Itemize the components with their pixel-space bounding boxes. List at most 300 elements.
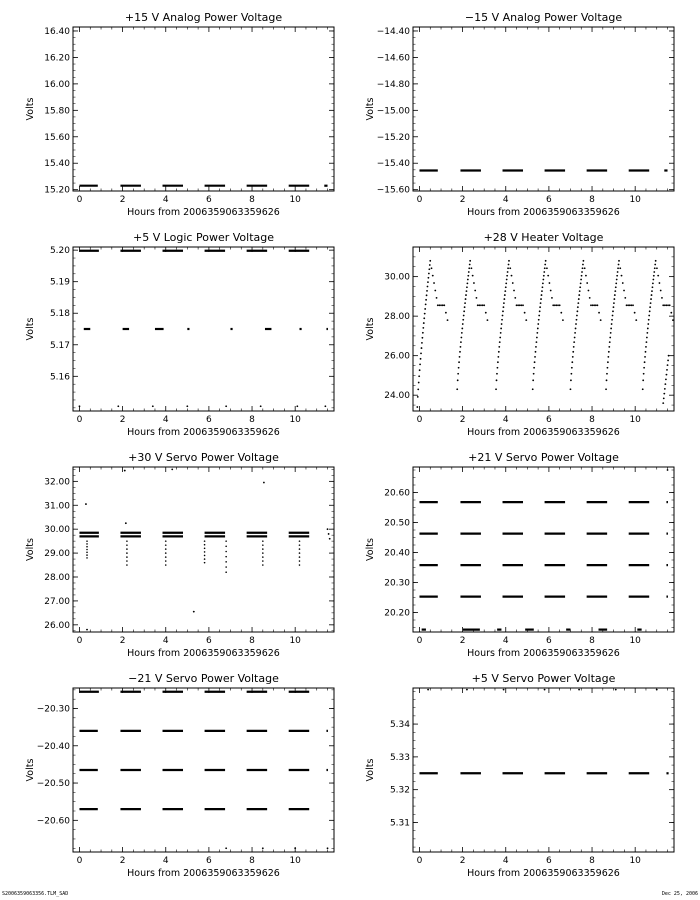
data-point bbox=[670, 312, 672, 314]
data-point bbox=[462, 319, 464, 321]
data-point bbox=[126, 564, 128, 566]
data-point bbox=[126, 556, 128, 558]
source-file-label: S2006359063356.TLM_SAD bbox=[2, 891, 69, 897]
data-point bbox=[588, 290, 590, 292]
data-point bbox=[458, 361, 460, 363]
x-axis-label: Hours from 2006359063359626 bbox=[127, 207, 280, 218]
data-point bbox=[615, 286, 617, 288]
data-point bbox=[427, 281, 429, 283]
data-point bbox=[650, 298, 652, 300]
data-point bbox=[644, 361, 646, 363]
y-tick-label: 5.20 bbox=[49, 246, 70, 257]
chart-panel-6 bbox=[365, 451, 674, 659]
data-point bbox=[463, 310, 465, 312]
data-point bbox=[186, 405, 188, 407]
data-point bbox=[661, 297, 663, 299]
x-tick-label: 8 bbox=[589, 856, 595, 866]
data-point bbox=[554, 304, 556, 306]
data-point bbox=[660, 290, 662, 292]
chart-panel-3 bbox=[25, 231, 334, 438]
data-point bbox=[482, 304, 484, 306]
y-tick-label: 5.18 bbox=[49, 309, 70, 320]
data-point bbox=[262, 847, 264, 849]
data-point bbox=[461, 328, 463, 330]
y-tick-label: 15.60 bbox=[44, 132, 70, 143]
data-point bbox=[417, 396, 419, 398]
y-tick-label: −20.40 bbox=[36, 741, 70, 752]
y-axis-label: Volts bbox=[365, 97, 376, 121]
data-point bbox=[443, 304, 445, 306]
data-point bbox=[582, 267, 584, 269]
y-tick-label: 5.33 bbox=[389, 752, 410, 763]
data-point bbox=[590, 304, 592, 306]
data-point bbox=[467, 275, 469, 277]
data-point bbox=[86, 557, 88, 559]
data-point bbox=[538, 315, 540, 317]
data-point bbox=[613, 302, 615, 304]
data-point bbox=[654, 264, 656, 266]
data-point bbox=[580, 279, 582, 281]
data-point bbox=[562, 319, 564, 321]
x-tick-label: 2 bbox=[119, 636, 126, 646]
data-point bbox=[630, 304, 632, 306]
data-point bbox=[646, 341, 648, 343]
data-point bbox=[623, 290, 625, 292]
y-tick-label: 5.16 bbox=[49, 372, 70, 383]
data-point bbox=[299, 540, 301, 542]
x-tick-label: 0 bbox=[76, 636, 83, 646]
data-point bbox=[571, 361, 573, 363]
data-point bbox=[469, 264, 471, 266]
data-point bbox=[582, 264, 584, 266]
data-point bbox=[417, 388, 419, 390]
data-point bbox=[664, 388, 666, 390]
x-axis-label: Hours from 2006359063359626 bbox=[467, 207, 620, 218]
chart-title: +5 V Servo Power Voltage bbox=[471, 672, 616, 685]
data-point bbox=[654, 267, 656, 269]
chart-title: −21 V Servo Power Voltage bbox=[128, 672, 279, 685]
data-point bbox=[605, 388, 607, 390]
data-point bbox=[225, 571, 227, 573]
data-point bbox=[507, 267, 509, 269]
data-point bbox=[476, 297, 478, 299]
data-point bbox=[505, 282, 507, 284]
data-point bbox=[86, 554, 88, 556]
data-point bbox=[225, 551, 227, 553]
data-point bbox=[666, 374, 668, 376]
data-point bbox=[581, 271, 583, 273]
plot-frame bbox=[73, 27, 334, 191]
data-point bbox=[665, 378, 667, 380]
x-tick-label: 0 bbox=[416, 415, 423, 425]
data-point bbox=[324, 405, 326, 407]
data-point bbox=[483, 304, 485, 306]
data-point bbox=[329, 538, 331, 540]
data-point bbox=[646, 332, 648, 334]
data-point bbox=[447, 319, 449, 321]
data-point bbox=[570, 379, 572, 381]
data-point bbox=[645, 346, 647, 348]
data-point bbox=[546, 267, 548, 269]
data-point bbox=[418, 382, 420, 384]
data-point bbox=[327, 847, 329, 849]
data-point bbox=[165, 548, 167, 550]
x-tick-label: 6 bbox=[546, 195, 552, 205]
data-point bbox=[433, 282, 435, 284]
data-point bbox=[576, 319, 578, 321]
y-tick-label: 16.00 bbox=[44, 79, 70, 90]
x-tick-label: 0 bbox=[76, 195, 83, 205]
x-tick-label: 0 bbox=[416, 856, 423, 866]
data-point bbox=[462, 323, 464, 325]
data-point bbox=[519, 304, 521, 306]
data-point bbox=[86, 551, 88, 553]
data-point bbox=[534, 361, 536, 363]
data-point bbox=[508, 260, 510, 262]
data-point bbox=[421, 337, 423, 339]
data-point bbox=[504, 294, 506, 296]
data-point bbox=[428, 277, 430, 279]
data-point bbox=[573, 341, 575, 343]
data-point bbox=[426, 294, 428, 296]
data-point bbox=[649, 306, 651, 308]
data-point bbox=[86, 629, 88, 631]
data-point bbox=[126, 560, 128, 562]
plot-frame bbox=[413, 688, 674, 852]
y-tick-label: −15.60 bbox=[376, 185, 410, 196]
data-point bbox=[525, 319, 527, 321]
data-point bbox=[610, 328, 612, 330]
data-point bbox=[667, 360, 669, 362]
data-point bbox=[440, 304, 442, 306]
data-point bbox=[538, 319, 540, 321]
plot-frame bbox=[413, 27, 674, 191]
x-tick-label: 10 bbox=[289, 195, 301, 205]
x-tick-label: 2 bbox=[119, 415, 126, 425]
data-point bbox=[501, 319, 503, 321]
x-tick-label: 6 bbox=[206, 636, 212, 646]
data-point bbox=[464, 302, 466, 304]
data-point bbox=[634, 312, 636, 314]
data-point bbox=[595, 304, 597, 306]
data-point bbox=[499, 341, 501, 343]
y-tick-label: 16.40 bbox=[44, 26, 70, 37]
data-point bbox=[225, 546, 227, 548]
data-point bbox=[428, 268, 430, 270]
data-point bbox=[547, 275, 549, 277]
x-tick-label: 6 bbox=[546, 415, 552, 425]
data-point bbox=[478, 304, 480, 306]
data-point bbox=[464, 306, 466, 308]
y-tick-label: 5.32 bbox=[389, 785, 410, 796]
y-tick-label: −15.40 bbox=[376, 159, 410, 170]
x-tick-label: 8 bbox=[249, 415, 255, 425]
y-axis-label: Volts bbox=[25, 538, 36, 561]
y-axis-label: Volts bbox=[365, 538, 376, 561]
y-tick-label: 27.00 bbox=[44, 596, 70, 607]
data-point bbox=[299, 548, 301, 550]
data-point bbox=[537, 328, 539, 330]
data-point bbox=[485, 312, 487, 314]
data-point bbox=[524, 312, 526, 314]
x-tick-label: 4 bbox=[162, 856, 169, 866]
data-point bbox=[592, 304, 594, 306]
chart-panel-4 bbox=[365, 231, 674, 438]
chart-title: +28 V Heater Voltage bbox=[483, 231, 604, 244]
data-point bbox=[598, 312, 600, 314]
data-point bbox=[425, 303, 427, 305]
x-axis-label: Hours from 2006359063359626 bbox=[467, 648, 620, 659]
data-point bbox=[536, 337, 538, 339]
data-point bbox=[204, 551, 206, 553]
data-point bbox=[536, 341, 538, 343]
data-point bbox=[460, 337, 462, 339]
data-point bbox=[165, 540, 167, 542]
x-tick-label: 10 bbox=[629, 636, 641, 646]
data-point bbox=[622, 282, 624, 284]
plot-frame bbox=[73, 247, 334, 411]
data-point bbox=[576, 310, 578, 312]
data-point bbox=[419, 369, 421, 371]
x-axis-label: Hours from 2006359063359626 bbox=[467, 427, 620, 438]
x-tick-label: 6 bbox=[206, 195, 212, 205]
plot-frame bbox=[413, 467, 674, 632]
data-point bbox=[260, 405, 262, 407]
data-point bbox=[503, 298, 505, 300]
data-point bbox=[262, 540, 264, 542]
data-point bbox=[542, 286, 544, 288]
data-point bbox=[428, 273, 430, 275]
data-point bbox=[632, 304, 634, 306]
data-point bbox=[262, 552, 264, 554]
data-point bbox=[610, 332, 612, 334]
data-point bbox=[86, 543, 88, 545]
data-point bbox=[262, 564, 264, 566]
data-point bbox=[299, 564, 301, 566]
data-point bbox=[431, 267, 433, 269]
x-tick-label: 4 bbox=[502, 195, 509, 205]
data-point bbox=[667, 304, 669, 306]
data-point bbox=[614, 290, 616, 292]
data-point bbox=[544, 689, 546, 691]
data-point bbox=[296, 405, 298, 407]
data-point bbox=[551, 297, 553, 299]
data-point bbox=[659, 282, 661, 284]
data-point bbox=[165, 556, 167, 558]
y-tick-label: 15.20 bbox=[44, 185, 70, 196]
data-point bbox=[584, 267, 586, 269]
data-point bbox=[502, 315, 504, 317]
data-point bbox=[262, 548, 264, 550]
data-point bbox=[542, 282, 544, 284]
data-point bbox=[503, 302, 505, 304]
data-point bbox=[643, 373, 645, 375]
data-point bbox=[586, 282, 588, 284]
y-axis-label: Volts bbox=[25, 758, 36, 782]
data-point bbox=[496, 379, 498, 381]
data-point bbox=[642, 388, 644, 390]
x-axis-label: Hours from 2006359063359626 bbox=[127, 868, 280, 879]
data-point bbox=[126, 552, 128, 554]
data-point bbox=[422, 332, 424, 334]
data-point bbox=[420, 358, 422, 360]
data-point bbox=[520, 304, 522, 306]
x-axis-label: Hours from 2006359063359626 bbox=[127, 427, 280, 438]
data-point bbox=[597, 304, 599, 306]
y-tick-label: −20.50 bbox=[36, 779, 70, 790]
chart-title: +5 V Logic Power Voltage bbox=[133, 231, 274, 244]
data-point bbox=[643, 367, 645, 369]
data-point bbox=[536, 332, 538, 334]
x-tick-label: 4 bbox=[162, 415, 169, 425]
data-point bbox=[495, 388, 497, 390]
data-point bbox=[534, 356, 536, 358]
data-point bbox=[612, 310, 614, 312]
data-point bbox=[421, 347, 423, 349]
y-tick-label: 30.00 bbox=[44, 525, 70, 536]
data-point bbox=[607, 361, 609, 363]
data-point bbox=[664, 304, 666, 306]
data-point bbox=[299, 544, 301, 546]
data-point bbox=[616, 279, 618, 281]
data-point bbox=[533, 367, 535, 369]
data-point bbox=[442, 304, 444, 306]
x-tick-label: 0 bbox=[416, 636, 423, 646]
chart-title: +15 V Analog Power Voltage bbox=[124, 11, 283, 24]
data-point bbox=[532, 388, 534, 390]
y-tick-label: 24.00 bbox=[384, 391, 410, 402]
x-tick-label: 2 bbox=[459, 195, 466, 205]
y-tick-label: 20.60 bbox=[384, 488, 410, 499]
data-point bbox=[460, 346, 462, 348]
data-point bbox=[423, 322, 425, 324]
data-point bbox=[544, 267, 546, 269]
data-point bbox=[614, 294, 616, 296]
data-point bbox=[613, 306, 615, 308]
data-point bbox=[541, 294, 543, 296]
data-point bbox=[505, 286, 507, 288]
data-point bbox=[621, 275, 623, 277]
data-point bbox=[615, 689, 617, 691]
x-tick-label: 10 bbox=[289, 415, 301, 425]
data-point bbox=[537, 323, 539, 325]
data-point bbox=[468, 271, 470, 273]
x-tick-label: 2 bbox=[459, 636, 466, 646]
data-point bbox=[570, 373, 572, 375]
data-point bbox=[666, 304, 668, 306]
x-tick-label: 0 bbox=[416, 195, 423, 205]
data-point bbox=[125, 522, 127, 524]
data-point bbox=[204, 544, 206, 546]
data-point bbox=[499, 337, 501, 339]
data-point bbox=[609, 341, 611, 343]
data-point bbox=[424, 313, 426, 315]
data-point bbox=[225, 540, 227, 542]
data-point bbox=[225, 405, 227, 407]
chart-panel-8 bbox=[365, 672, 674, 879]
x-tick-label: 2 bbox=[459, 415, 466, 425]
data-point bbox=[466, 290, 468, 292]
data-point bbox=[512, 282, 514, 284]
data-point bbox=[457, 379, 459, 381]
data-point bbox=[204, 555, 206, 557]
x-tick-label: 8 bbox=[589, 415, 595, 425]
data-point bbox=[629, 304, 631, 306]
chart-panel-5 bbox=[25, 451, 334, 659]
data-point bbox=[456, 388, 458, 390]
data-point bbox=[646, 337, 648, 339]
y-tick-label: −20.60 bbox=[36, 816, 70, 827]
y-tick-label: 26.00 bbox=[384, 351, 410, 362]
data-point bbox=[617, 267, 619, 269]
data-point bbox=[487, 319, 489, 321]
x-tick-label: 6 bbox=[546, 856, 552, 866]
data-point bbox=[541, 290, 543, 292]
data-point bbox=[573, 346, 575, 348]
y-tick-label: 20.50 bbox=[384, 518, 410, 529]
data-point bbox=[667, 469, 669, 471]
y-axis-label: Volts bbox=[365, 758, 376, 782]
data-point bbox=[171, 468, 173, 470]
chart-title: −15 V Analog Power Voltage bbox=[464, 11, 623, 24]
x-tick-label: 4 bbox=[502, 415, 509, 425]
chart-panel-7 bbox=[25, 672, 334, 879]
data-point bbox=[506, 279, 508, 281]
data-point bbox=[543, 275, 545, 277]
data-point bbox=[539, 310, 541, 312]
data-point bbox=[542, 279, 544, 281]
data-point bbox=[466, 689, 468, 691]
data-point bbox=[432, 275, 434, 277]
data-point bbox=[480, 304, 482, 306]
data-point bbox=[539, 306, 541, 308]
data-point bbox=[650, 302, 652, 304]
data-point bbox=[299, 560, 301, 562]
y-tick-label: 20.30 bbox=[384, 578, 410, 589]
data-point bbox=[328, 533, 330, 535]
data-point bbox=[327, 528, 329, 530]
data-point bbox=[509, 267, 511, 269]
y-tick-label: 28.00 bbox=[384, 312, 410, 323]
data-point bbox=[624, 297, 626, 299]
data-point bbox=[668, 355, 670, 357]
data-point bbox=[585, 275, 587, 277]
data-point bbox=[560, 312, 562, 314]
data-point bbox=[498, 346, 500, 348]
data-point bbox=[429, 264, 431, 266]
data-point bbox=[85, 503, 87, 505]
data-point bbox=[204, 548, 206, 550]
data-point bbox=[497, 367, 499, 369]
data-point bbox=[299, 552, 301, 554]
data-point bbox=[535, 351, 537, 353]
data-point bbox=[576, 315, 578, 317]
y-axis-label: Volts bbox=[365, 317, 376, 341]
data-point bbox=[619, 267, 621, 269]
data-point bbox=[615, 282, 617, 284]
data-point bbox=[79, 405, 81, 407]
data-point bbox=[535, 346, 537, 348]
data-point bbox=[503, 689, 505, 691]
x-tick-label: 0 bbox=[76, 415, 83, 425]
x-tick-label: 2 bbox=[119, 195, 126, 205]
chart-panel-1 bbox=[25, 11, 334, 218]
data-point bbox=[608, 346, 610, 348]
data-point bbox=[651, 290, 653, 292]
data-point bbox=[424, 308, 426, 310]
data-point bbox=[504, 290, 506, 292]
data-point bbox=[533, 373, 535, 375]
